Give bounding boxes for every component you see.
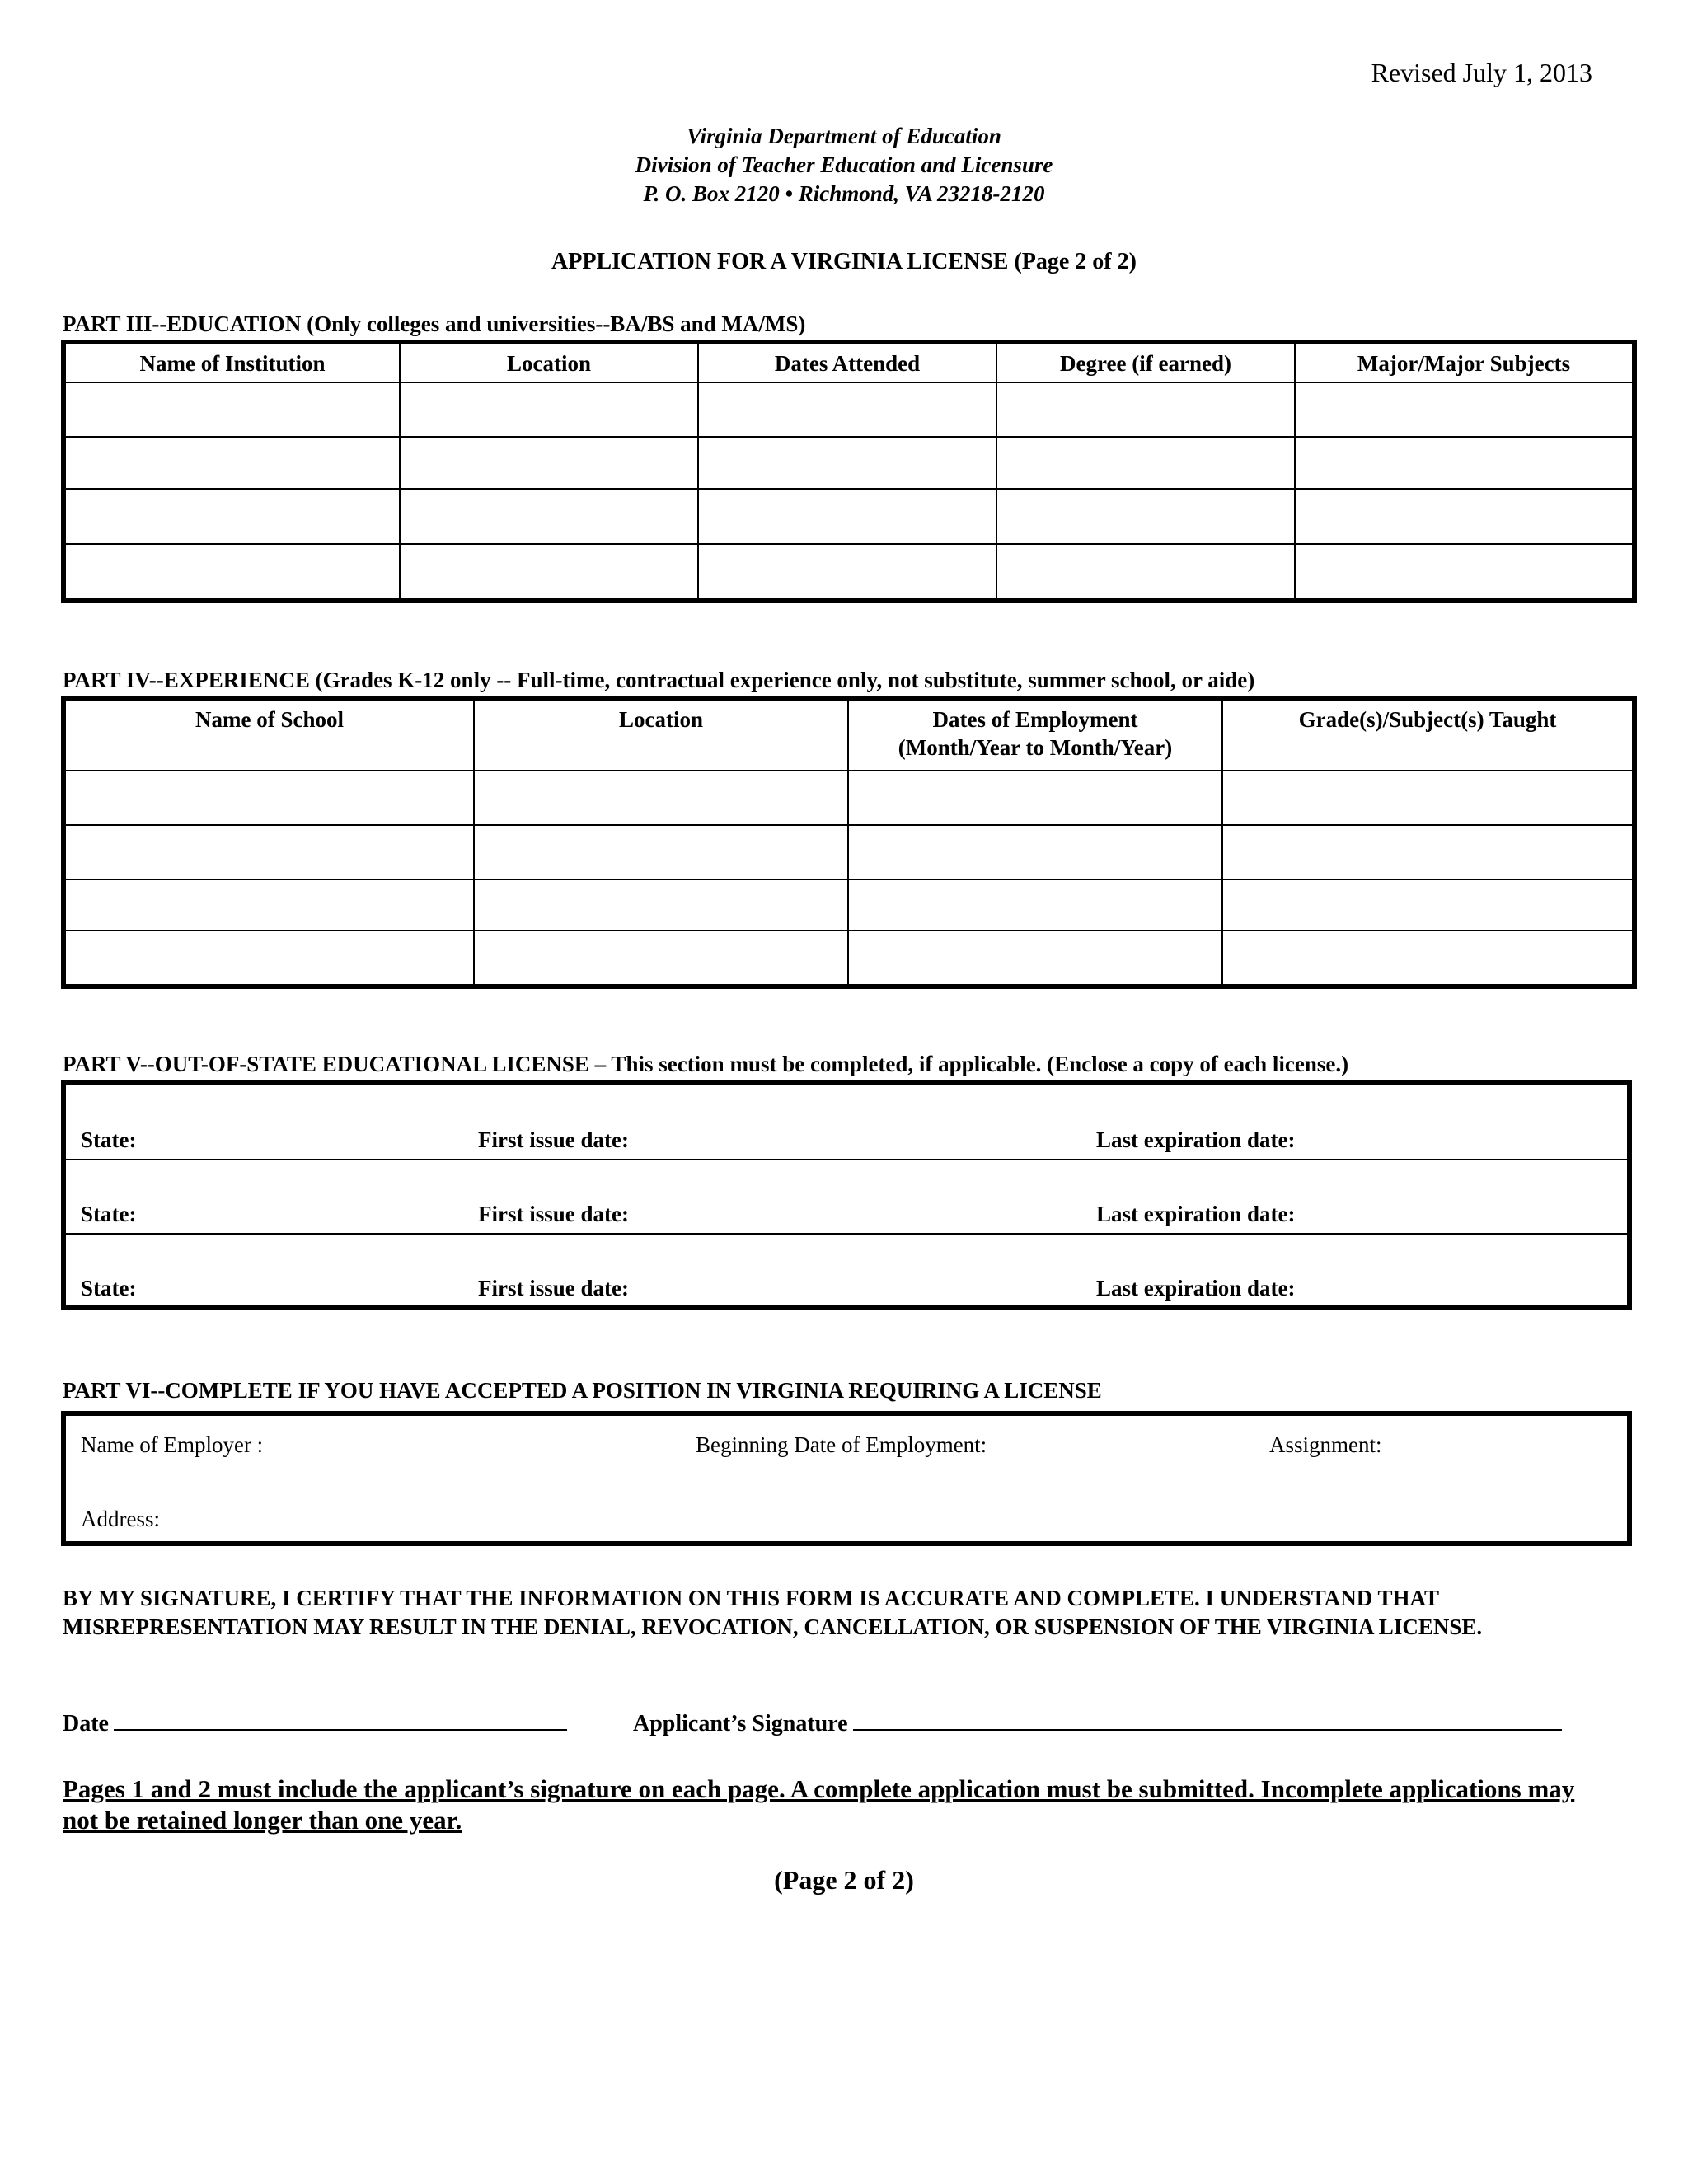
first-issue-label: First issue date: xyxy=(478,1202,629,1226)
license-row[interactable] xyxy=(66,1085,1627,1160)
form-title: APPLICATION FOR A VIRGINIA LICENSE (Page 2 of 2) xyxy=(551,249,1137,274)
entry-cell[interactable] xyxy=(400,382,698,438)
entry-cell[interactable] xyxy=(996,489,1295,544)
table-row xyxy=(63,544,1634,601)
col-degree: Degree (if earned) xyxy=(996,342,1295,382)
entry-cell[interactable] xyxy=(1222,879,1634,930)
address-label[interactable]: Address: xyxy=(81,1507,160,1531)
entry-cell[interactable] xyxy=(1295,382,1634,438)
page-footer: (Page 2 of 2) xyxy=(774,1865,914,1895)
state-label: State: xyxy=(81,1276,137,1301)
entry-cell[interactable] xyxy=(1222,771,1634,825)
entry-cell[interactable] xyxy=(63,825,474,879)
table-row xyxy=(63,825,1634,879)
license-box xyxy=(61,1080,1632,1310)
license-row[interactable] xyxy=(66,1159,1627,1235)
entry-cell[interactable] xyxy=(63,489,400,544)
entry-cell[interactable] xyxy=(474,825,848,879)
entry-cell[interactable] xyxy=(698,382,996,438)
assignment-label[interactable]: Assignment: xyxy=(1269,1432,1382,1457)
begin-date-label[interactable]: Beginning Date of Employment: xyxy=(696,1432,987,1457)
col-grades-subjects: Grade(s)/Subject(s) Taught xyxy=(1222,698,1634,771)
table-row xyxy=(63,771,1634,825)
employer-label[interactable]: Name of Employer : xyxy=(81,1432,264,1457)
entry-cell[interactable] xyxy=(63,930,474,987)
header-address: P. O. Box 2120 • Richmond, VA 23218-2120 xyxy=(643,181,1045,206)
revision-date: Revised July 1, 2013 xyxy=(1371,58,1592,87)
entry-cell[interactable] xyxy=(698,437,996,489)
entry-cell[interactable] xyxy=(474,879,848,930)
entry-cell[interactable] xyxy=(400,544,698,601)
col-location: Location xyxy=(400,342,698,382)
applicant-signature-label: Applicant’s Signature xyxy=(633,1711,848,1736)
entry-cell[interactable] xyxy=(63,771,474,825)
state-label: State: xyxy=(81,1202,137,1226)
header-agency: Virginia Department of Education xyxy=(687,124,1001,148)
entry-cell[interactable] xyxy=(698,489,996,544)
entry-cell[interactable] xyxy=(400,437,698,489)
part5-title: PART V--OUT-OF-STATE EDUCATIONAL LICENSE – This section must be completed, if applicable. (Enclose a copy of each license.) xyxy=(63,1052,1349,1076)
entry-cell[interactable] xyxy=(848,879,1222,930)
state-label: State: xyxy=(81,1127,137,1152)
part6-title: PART VI--COMPLETE IF YOU HAVE ACCEPTED A POSITION IN VIRGINIA REQUIRING A LICENSE xyxy=(63,1378,1102,1403)
entry-cell[interactable] xyxy=(63,437,400,489)
employment-box xyxy=(61,1411,1632,1546)
table-row xyxy=(63,382,1634,438)
date-line[interactable] xyxy=(63,1708,567,1737)
entry-cell[interactable] xyxy=(996,382,1295,438)
dates-employment-label: Dates of Employment xyxy=(932,707,1138,732)
col-dates-attended: Dates Attended xyxy=(698,342,996,382)
col-institution: Name of Institution xyxy=(63,342,400,382)
signature-blank[interactable] xyxy=(853,1708,1562,1731)
entry-cell[interactable] xyxy=(474,930,848,987)
entry-cell[interactable] xyxy=(63,382,400,438)
part3-title: PART III--EDUCATION (Only colleges and universities--BA/BS and MA/MS) xyxy=(63,312,806,336)
col-school: Name of School xyxy=(63,698,474,771)
table-row xyxy=(63,879,1634,930)
table-row xyxy=(63,930,1634,987)
first-issue-label: First issue date: xyxy=(478,1127,629,1152)
dates-employment-subheader: (Month/Year to Month/Year) xyxy=(898,735,1173,760)
date-label: Date xyxy=(63,1711,109,1736)
entry-cell[interactable] xyxy=(996,437,1295,489)
entry-cell[interactable] xyxy=(848,825,1222,879)
entry-cell[interactable] xyxy=(848,930,1222,987)
part4-title: PART IV--EXPERIENCE (Grades K-12 only -- Full-time, contractual experience only, not substitute, summer school, or aide) xyxy=(63,668,1255,692)
entry-cell[interactable] xyxy=(63,879,474,930)
experience-table xyxy=(61,696,1637,989)
entry-cell[interactable] xyxy=(474,771,848,825)
entry-cell[interactable] xyxy=(1295,544,1634,601)
entry-cell[interactable] xyxy=(698,544,996,601)
entry-cell[interactable] xyxy=(848,771,1222,825)
entry-cell[interactable] xyxy=(400,489,698,544)
signature-line[interactable] xyxy=(633,1708,1562,1737)
col-dates-employment xyxy=(848,698,1222,771)
last-expiration-label: Last expiration date: xyxy=(1096,1127,1296,1152)
date-blank[interactable] xyxy=(114,1708,567,1731)
last-expiration-label: Last expiration date: xyxy=(1096,1202,1296,1226)
table-row xyxy=(63,437,1634,489)
entry-cell[interactable] xyxy=(63,544,400,601)
first-issue-label: First issue date: xyxy=(478,1276,629,1301)
header-division: Division of Teacher Education and Licensure xyxy=(635,152,1053,177)
certification-statement: BY MY SIGNATURE, I CERTIFY THAT THE INFORMATION ON THIS FORM IS ACCURATE AND COMPLETE. I UNDERSTAND THAT MISREPRESENTATION MAY RESULT IN THE DENIAL, REVOCATION, CANCELLATION, OR SUSPENSION OF THE VIRGINIA LICENSE. xyxy=(63,1586,1483,1639)
entry-cell[interactable] xyxy=(996,544,1295,601)
entry-cell[interactable] xyxy=(1295,489,1634,544)
last-expiration-label: Last expiration date: xyxy=(1096,1276,1296,1301)
submission-note: Pages 1 and 2 must include the applicant’s signature on each page. A complete application must be submitted. Incomplete applications may not be retained longer than one year. xyxy=(63,1774,1575,1835)
col-major: Major/Major Subjects xyxy=(1295,342,1634,382)
table-row xyxy=(63,489,1634,544)
entry-cell[interactable] xyxy=(1295,437,1634,489)
education-table xyxy=(61,340,1637,603)
license-row[interactable] xyxy=(66,1233,1627,1307)
entry-cell[interactable] xyxy=(1222,825,1634,879)
entry-cell[interactable] xyxy=(1222,930,1634,987)
col-location: Location xyxy=(474,698,848,771)
